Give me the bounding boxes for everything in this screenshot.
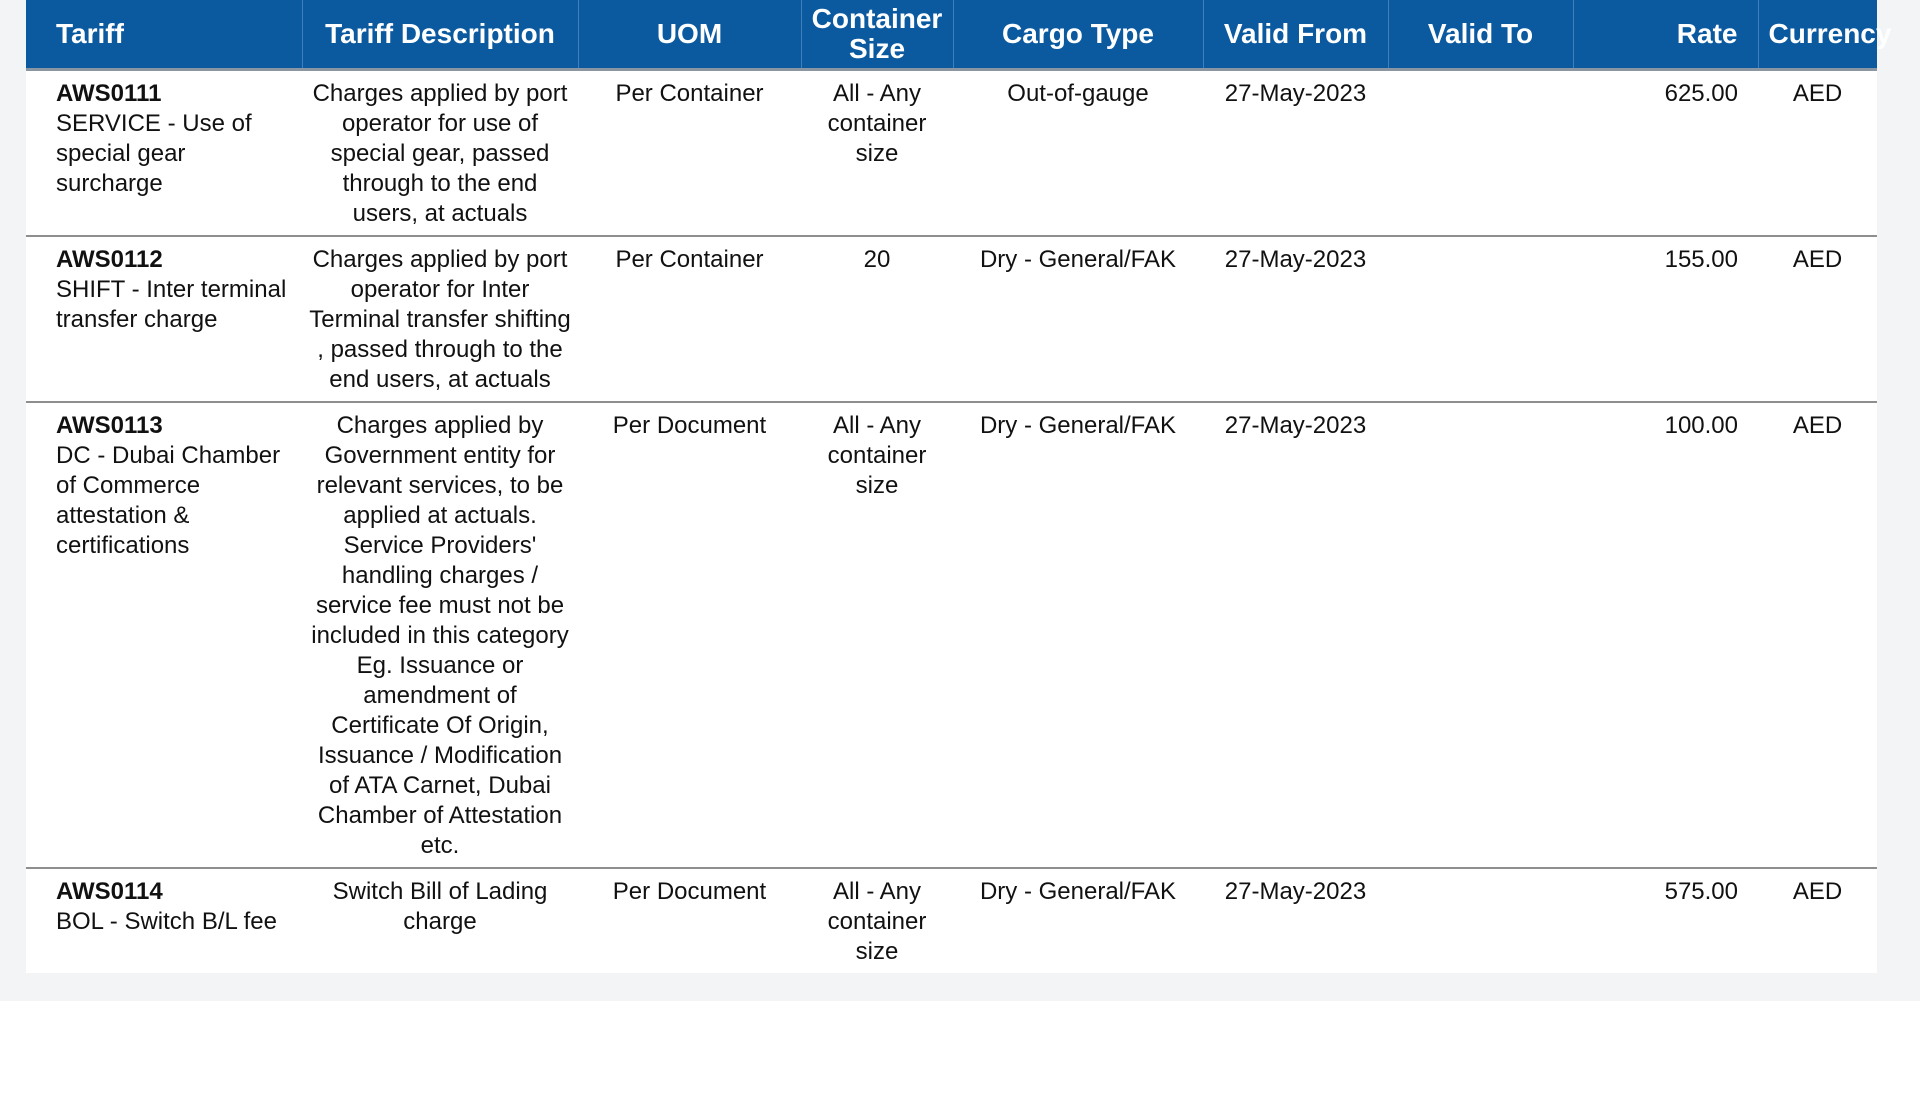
description-cell: Switch Bill of Lading charge [332,877,548,935]
description-cell: Charges applied by port operator for use of special gear, passed through to the end users, at actuals [312,79,568,227]
cargo-type-cell: Out-of-gauge [1007,79,1149,107]
container-size-cell: All - Any container size [827,79,927,167]
table-row [26,868,1877,973]
uom-cell: Per Container [615,79,764,107]
currency-cell: AED [1792,245,1843,273]
currency-cell: AED [1792,79,1843,107]
container-size-cell: 20 [863,245,891,273]
header-valid-from[interactable]: Valid From [1203,0,1388,69]
valid-to-cell [1388,69,1573,236]
tariff-cell [26,868,302,973]
tariff-name: SERVICE - Use of special gear surcharge [56,109,252,197]
tariff-table [26,0,1892,973]
tariff-code: AWS0112 [56,245,163,273]
container-size-cell: All - Any container size [827,877,927,965]
valid-from-cell: 27-May-2023 [1224,245,1367,273]
valid-from-cell: 27-May-2023 [1224,411,1367,439]
cargo-type-cell: Dry - General/FAK [979,411,1177,439]
uom-cell: Per Document [612,411,767,439]
header-description[interactable]: Tariff Description [302,0,578,69]
tariff-code: AWS0114 [56,877,163,905]
currency-cell: AED [1792,411,1843,439]
tariff-cell [26,69,302,236]
header-valid-to[interactable]: Valid To [1388,0,1573,69]
header-currency[interactable]: Currency [1758,0,1877,69]
valid-from-cell: 27-May-2023 [1224,79,1367,107]
valid-to-cell [1388,402,1573,868]
valid-to-cell [1388,236,1573,402]
container-size-cell: All - Any container size [827,411,927,499]
header-cargo-type[interactable]: Cargo Type [953,0,1203,69]
table-row [26,236,1877,402]
header-uom[interactable]: UOM [578,0,801,69]
tariff-code: AWS0113 [56,411,163,439]
tariff-name: SHIFT - Inter terminal transfer charge [56,275,287,333]
rate-cell: 100.00 [1664,411,1738,439]
cargo-type-cell: Dry - General/FAK [979,877,1177,905]
description-cell: Charges applied by port operator for Inter Terminal transfer shifting , passed through to the end users, at actuals [309,245,571,393]
table-row [26,402,1877,868]
header-container-size[interactable]: Container Size [801,0,953,69]
table-header-row [26,0,1877,69]
cargo-type-cell: Dry - General/FAK [979,245,1177,273]
tariff-name: BOL - Switch B/L fee [56,907,277,935]
header-tariff[interactable]: Tariff [26,0,302,69]
tariff-cell [26,236,302,402]
currency-cell: AED [1792,877,1843,905]
rate-cell: 625.00 [1664,79,1738,107]
rate-cell: 155.00 [1664,245,1738,273]
tariff-name: DC - Dubai Chamber of Commerce attestation & certifications [56,441,281,559]
header-rate[interactable]: Rate [1573,0,1758,69]
uom-cell: Per Container [615,245,764,273]
valid-to-cell [1388,868,1573,973]
tariff-code: AWS0111 [56,79,162,107]
tariff-cell [26,402,302,868]
description-cell: Charges applied by Government entity for relevant services, to be applied at actuals. Service Providers' handling charges / service fee must not be included in this category Eg. Issuance or amendment of Certificate Of Origin, Issuance / Modification of ATA Carnet, Dubai Chamber of Attestation etc. [311,411,569,859]
valid-from-cell: 27-May-2023 [1224,877,1367,905]
uom-cell: Per Document [612,877,767,905]
table-row [26,69,1877,236]
rate-cell: 575.00 [1664,877,1738,905]
